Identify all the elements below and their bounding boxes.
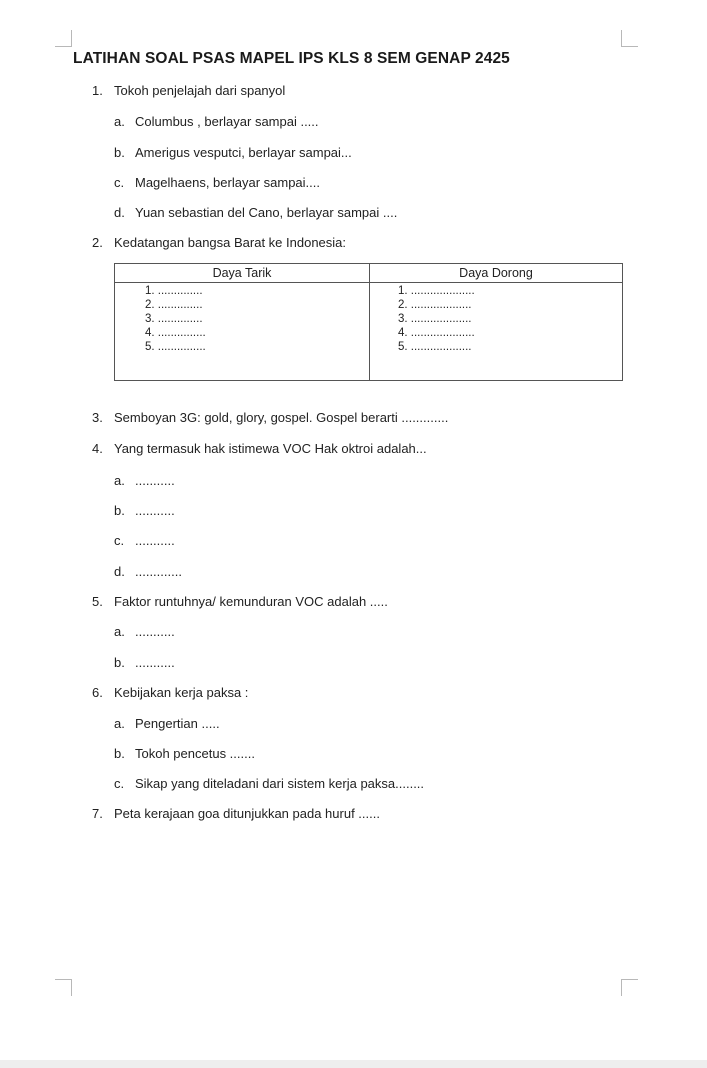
question-4-option-c: [114, 533, 175, 548]
option-text: Sikap yang diteladani dari sistem kerja paksa........: [135, 776, 425, 791]
question-text: Tokoh penjelajah dari spanyol: [114, 83, 286, 98]
option-letter: a.: [114, 624, 125, 639]
page-corner-mark-top-left: [55, 30, 72, 47]
option-text: Tokoh pencetus .......: [135, 746, 255, 761]
daya-tarik-item-4: 4. ...............: [145, 327, 206, 339]
question-6-option-c: [114, 776, 424, 791]
option-text: Amerigus vesputci, berlayar sampai...: [135, 145, 352, 160]
question-5-option-b: [114, 655, 175, 670]
option-text: Magelhaens, berlayar sampai....: [135, 175, 320, 190]
table-header-row: [115, 264, 623, 283]
question-text: Kedatangan bangsa Barat ke Indonesia:: [114, 235, 347, 250]
question-4-option-d: [114, 564, 182, 579]
question-6: [92, 685, 248, 700]
question-text: Yang termasuk hak istimewa VOC Hak oktroi adalah...: [114, 441, 427, 456]
question-6-option-a: [114, 716, 220, 731]
question-text: Peta kerajaan goa ditunjukkan pada huruf ......: [114, 806, 380, 821]
question-4-option-a: [114, 473, 175, 488]
option-letter: d.: [114, 564, 125, 579]
option-text: ...........: [135, 533, 175, 548]
daya-dorong-item-3: 3. ...................: [398, 313, 472, 325]
question-1-option-d: [114, 205, 397, 220]
option-text: .............: [135, 564, 182, 579]
question-number: 5.: [92, 594, 103, 609]
question-text: Semboyan 3G: gold, glory, gospel. Gospel berarti .............: [114, 410, 449, 425]
page-bottom-edge: [0, 1060, 707, 1068]
question-3: [92, 410, 448, 425]
question-number: 1.: [92, 83, 103, 98]
daya-tarik-cell: [115, 283, 370, 381]
daya-dorong-item-5: 5. ...................: [398, 341, 472, 353]
option-text: ...........: [135, 624, 175, 639]
option-letter: c.: [114, 175, 125, 190]
daya-tarik-item-1: 1. ..............: [145, 285, 203, 297]
option-letter: d.: [114, 205, 125, 220]
question-5: [92, 594, 388, 609]
daya-dorong-item-4: 4. ....................: [398, 327, 475, 339]
page-corner-mark-top-right: [621, 30, 638, 47]
option-letter: b.: [114, 746, 125, 761]
document-title: LATIHAN SOAL PSAS MAPEL IPS KLS 8 SEM GENAP 2425: [73, 50, 510, 67]
daya-tarik-item-5: 5. ...............: [145, 341, 206, 353]
question-1-option-a: [114, 114, 319, 129]
question-text: Kebijakan kerja paksa :: [114, 685, 249, 700]
question-number: 2.: [92, 235, 103, 250]
daya-dorong-cell: [370, 283, 623, 381]
option-letter: a.: [114, 473, 125, 488]
question-4: [92, 441, 427, 456]
question-number: 4.: [92, 441, 103, 456]
daya-dorong-item-2: 2. ...................: [398, 299, 472, 311]
question-1: [92, 83, 285, 98]
question-number: 6.: [92, 685, 103, 700]
question-2: [92, 235, 346, 250]
question-6-option-b: [114, 746, 255, 761]
option-text: ...........: [135, 655, 175, 670]
page-corner-mark-bottom-left: [55, 979, 72, 996]
option-letter: c.: [114, 533, 125, 548]
table-header-daya-tarik: Daya Tarik: [115, 264, 370, 283]
daya-tarik-dorong-table: [114, 263, 623, 381]
option-letter: b.: [114, 503, 125, 518]
daya-dorong-item-1: 1. ....................: [398, 285, 475, 297]
question-number: 3.: [92, 410, 103, 425]
table-row: [115, 283, 623, 381]
option-text: Yuan sebastian del Cano, berlayar sampai ....: [135, 205, 398, 220]
table-header-daya-dorong: Daya Dorong: [370, 264, 623, 283]
question-number: 7.: [92, 806, 103, 821]
daya-tarik-item-2: 2. ..............: [145, 299, 203, 311]
question-5-option-a: [114, 624, 175, 639]
option-text: Pengertian .....: [135, 716, 220, 731]
page-corner-mark-bottom-right: [621, 979, 638, 996]
option-letter: a.: [114, 114, 125, 129]
option-text: Columbus , berlayar sampai .....: [135, 114, 319, 129]
option-text: ...........: [135, 503, 175, 518]
question-text: Faktor runtuhnya/ kemunduran VOC adalah .....: [114, 594, 388, 609]
question-7: [92, 806, 380, 821]
option-letter: a.: [114, 716, 125, 731]
option-text: ...........: [135, 473, 175, 488]
daya-tarik-item-3: 3. ..............: [145, 313, 203, 325]
option-letter: b.: [114, 655, 125, 670]
option-letter: b.: [114, 145, 125, 160]
question-1-option-b: [114, 145, 352, 160]
option-letter: c.: [114, 776, 125, 791]
question-1-option-c: [114, 175, 320, 190]
question-4-option-b: [114, 503, 175, 518]
